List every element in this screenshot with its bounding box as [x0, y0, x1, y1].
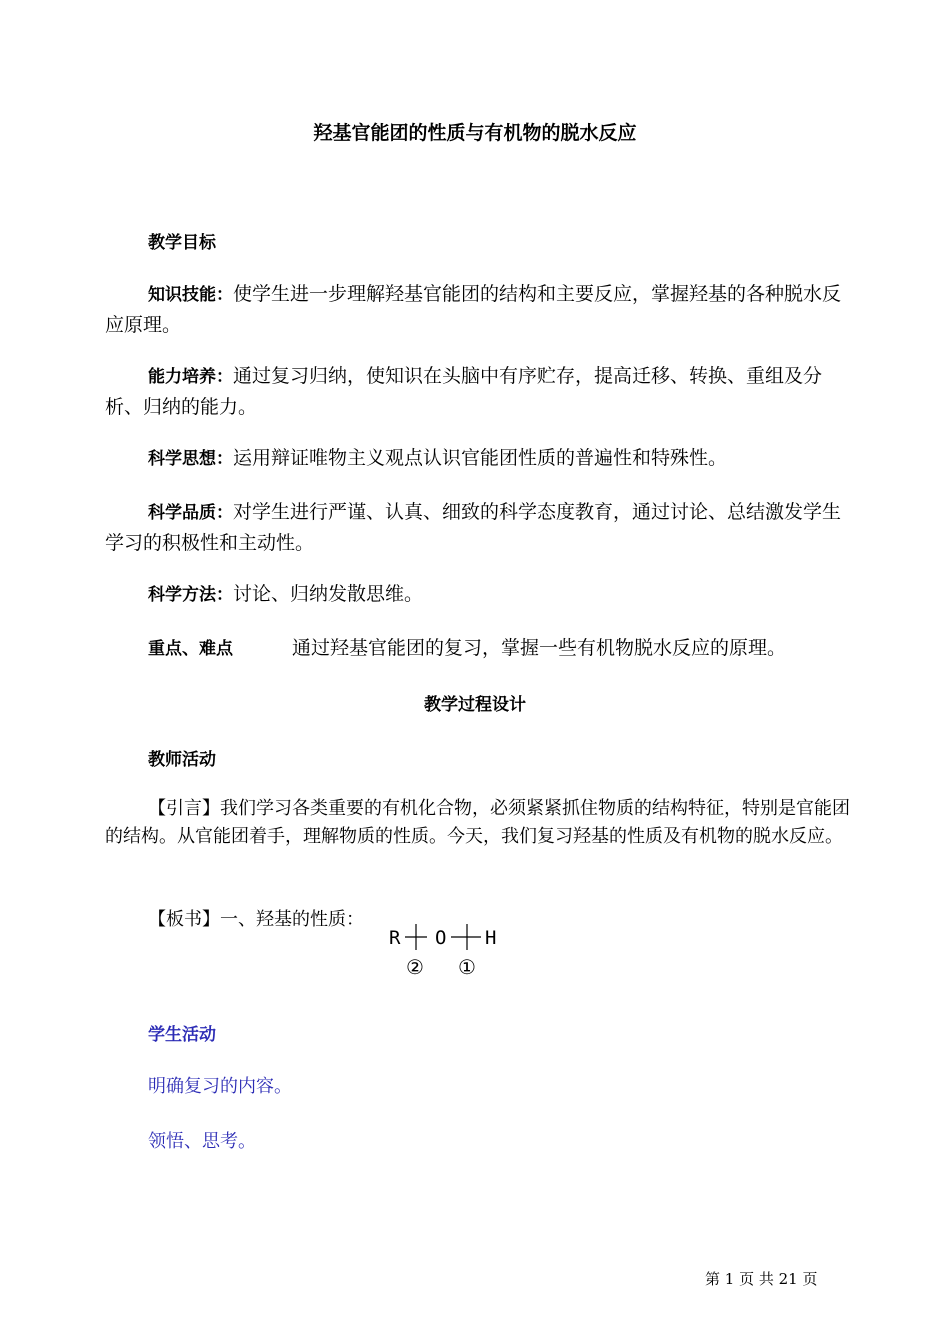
- page-footer: 第 1 页 共 21 页: [705, 1270, 818, 1288]
- formula-atom-r: R: [389, 927, 401, 949]
- key-points-paragraph: [105, 633, 850, 664]
- bond-label-2: ②: [406, 955, 424, 979]
- board-text: 一、羟基的性质：: [220, 909, 364, 930]
- key-points-text: 通过羟基官能团的复习，掌握一些有机物脱水反应的原理。: [292, 637, 787, 659]
- formula-atom-o: O: [435, 927, 447, 949]
- method-label: 科学方法：: [148, 585, 233, 605]
- document-title: 羟基官能团的性质与有机物的脱水反应: [313, 122, 637, 144]
- ability-label: 能力培养：: [148, 367, 233, 387]
- knowledge-text: 使学生进一步理解羟基官能团的结构和主要反应，掌握羟基的各种脱水反应原理。: [105, 283, 842, 336]
- key-points-label: 重点、难点: [148, 639, 233, 659]
- hydroxyl-structure-formula: [385, 920, 515, 980]
- knowledge-label: 知识技能：: [148, 285, 233, 305]
- thinking-paragraph: [105, 443, 850, 474]
- board-tag: 【板书】: [148, 909, 220, 930]
- quality-paragraph: [105, 497, 850, 558]
- process-heading: 教学过程设计: [424, 695, 526, 715]
- intro-text: 我们学习各类重要的有机化合物，必须紧紧抓住物质的结构特征，特别是官能团的结构。从官能团着手，理解物质的性质。今天，我们复习羟基的性质及有机物的脱水反应。: [105, 798, 850, 847]
- teacher-heading: 教师活动: [148, 750, 216, 770]
- method-paragraph: [105, 579, 850, 610]
- student-line-2: 领悟、思考。: [148, 1131, 256, 1152]
- knowledge-paragraph: [105, 279, 850, 340]
- quality-text: 对学生进行严谨、认真、细致的科学态度教育，通过讨论、总结激发学生学习的积极性和主动性。: [105, 501, 842, 554]
- student-line-1: 明确复习的内容。: [148, 1076, 292, 1097]
- intro-tag: 【引言】: [148, 798, 220, 819]
- goals-heading: 教学目标: [148, 233, 216, 253]
- formula-atom-h: H: [485, 927, 497, 949]
- intro-paragraph: [105, 795, 850, 851]
- ability-text: 通过复习归纳，使知识在头脑中有序贮存，提高迁移、转换、重组及分析、归纳的能力。: [105, 365, 823, 418]
- ability-paragraph: [105, 361, 850, 422]
- quality-label: 科学品质：: [148, 503, 233, 523]
- thinking-label: 科学思想：: [148, 449, 233, 469]
- method-text: 讨论、归纳发散思维。: [233, 583, 424, 605]
- thinking-text: 运用辩证唯物主义观点认识官能团性质的普遍性和特殊性。: [233, 447, 728, 469]
- student-heading: 学生活动: [148, 1025, 216, 1045]
- bond-label-1: ①: [458, 955, 476, 979]
